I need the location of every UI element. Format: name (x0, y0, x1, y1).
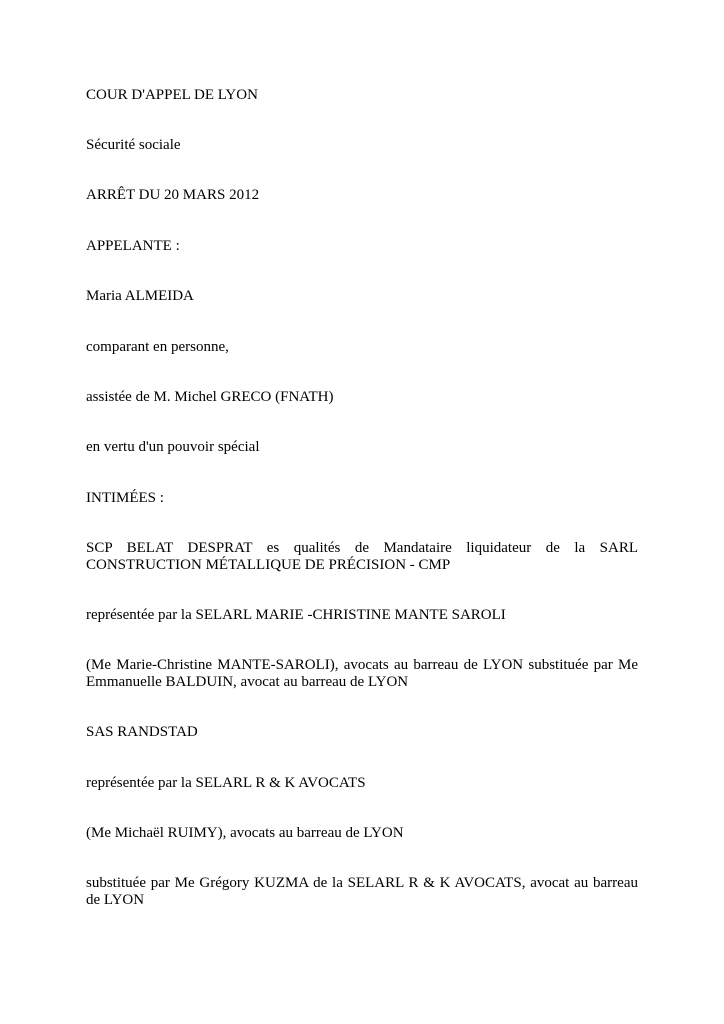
respondent2-substitute: substituée par Me Grégory KUZMA de la SELARL R & K AVOCATS, avocat au barreau de LYON (86, 875, 638, 908)
court-name: COUR D'APPEL DE LYON (86, 87, 258, 103)
appellant-appearance: comparant en personne, (86, 339, 229, 355)
chamber-name: Sécurité sociale (86, 137, 181, 153)
respondent2-represented: représentée par la SELARL R & K AVOCATS (86, 775, 366, 791)
respondent2-name: SAS RANDSTAD (86, 724, 198, 740)
respondent1-counsel: (Me Marie-Christine MANTE-SAROLI), avocats au barreau de LYON substituée par Me Emmanuelle BALDUIN, avocat au barreau de LYON (86, 657, 638, 690)
respondent2-counsel: (Me Michaël RUIMY), avocats au barreau de LYON (86, 825, 404, 841)
respondent1-represented: représentée par la SELARL MARIE -CHRISTINE MANTE SAROLI (86, 607, 506, 623)
respondents-heading: INTIMÉES : (86, 490, 164, 506)
appellant-name: Maria ALMEIDA (86, 288, 194, 304)
respondent1-name: SCP BELAT DESPRAT es qualités de Mandataire liquidateur de la SARL CONSTRUCTION MÉTALLIQUE DE PRÉCISION - CMP (86, 540, 638, 573)
appellant-heading: APPELANTE : (86, 238, 180, 254)
decision-date: ARRÊT DU 20 MARS 2012 (86, 187, 260, 203)
appellant-assistance: assistée de M. Michel GRECO (FNATH) (86, 389, 334, 405)
appellant-mandate: en vertu d'un pouvoir spécial (86, 439, 260, 455)
